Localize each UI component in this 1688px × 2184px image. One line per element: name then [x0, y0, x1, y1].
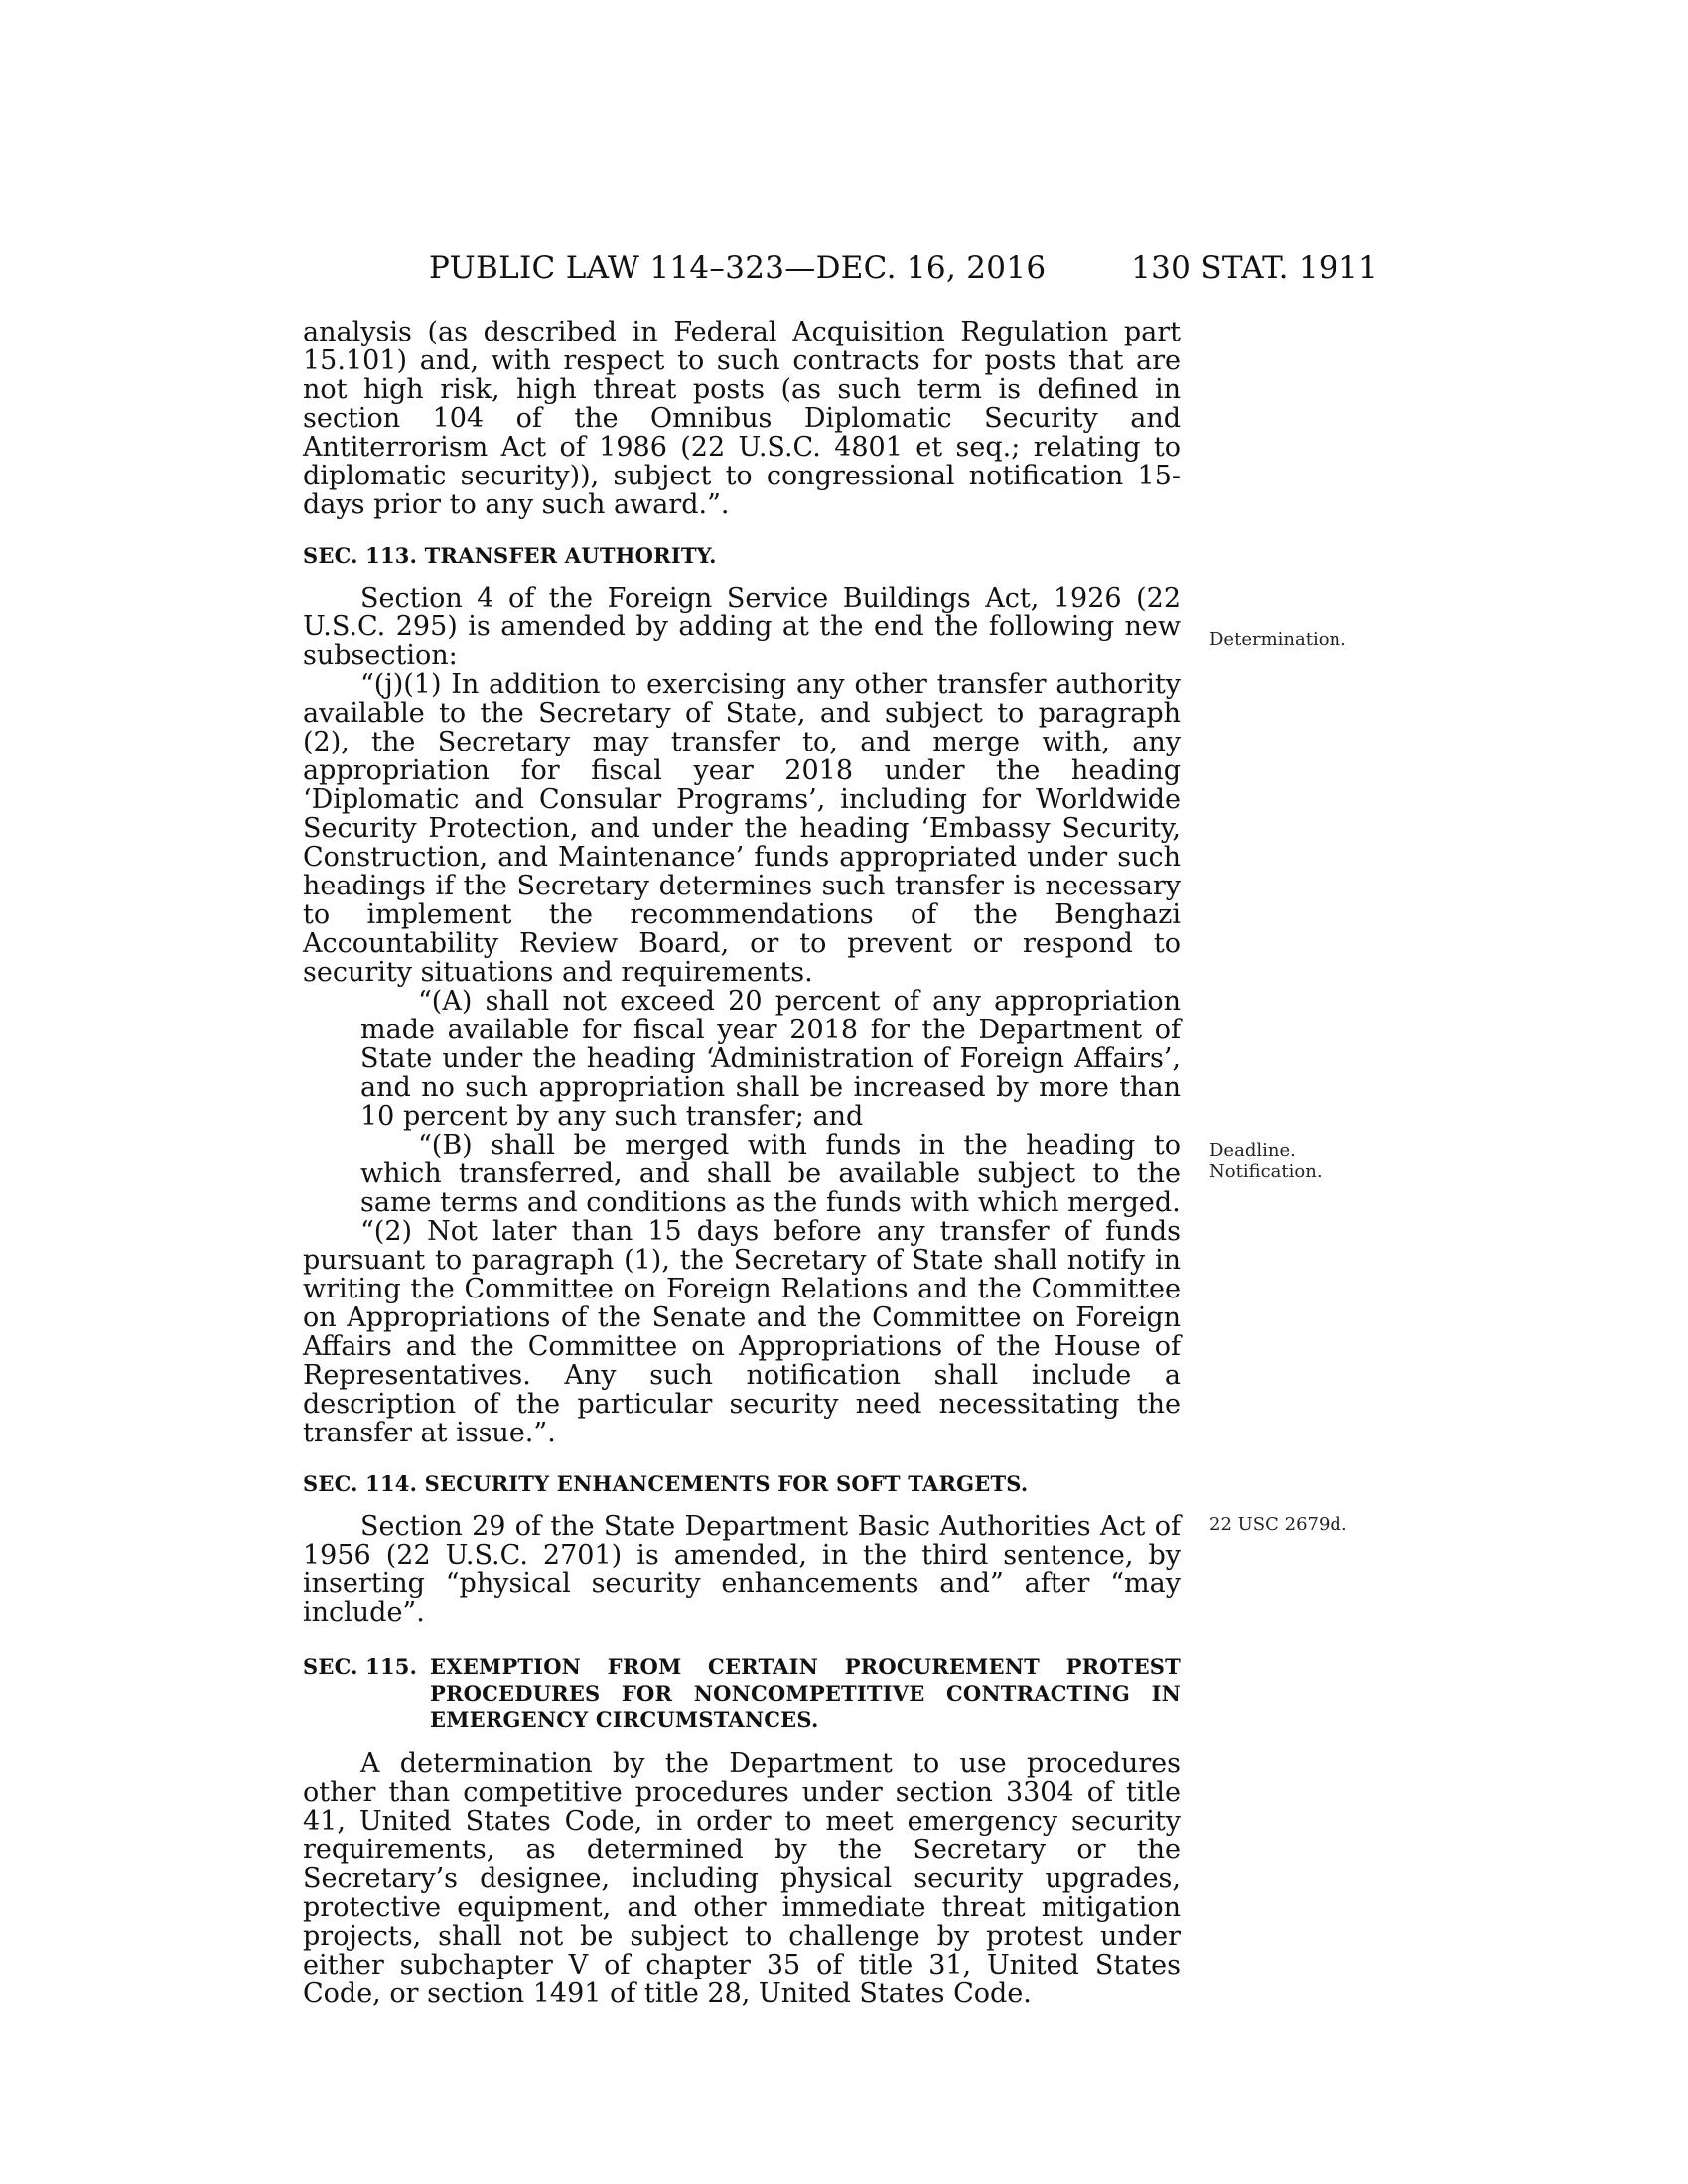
statute-page-reference: 130 STAT. 1911: [1131, 250, 1378, 286]
body-text-column: [303, 318, 1181, 2008]
margin-note-notification: Notification.: [1209, 1161, 1323, 1182]
margin-note-deadline: Deadline.: [1209, 1140, 1296, 1160]
section-113-intro: Section 4 of the Foreign Service Buildings Act, 1926 (22 U.S.C. 295) is amended by adding at the end the following new subsection:: [303, 583, 1181, 671]
section-115-title: EXEMPTION FROM CERTAIN PROCUREMENT PROTEST PROCEDURES FOR NONCOMPETITIVE CONTRACTING IN EMERGENCY CIRCUMSTANCES.: [430, 1654, 1181, 1732]
section-113-subsection-j1: “(j)(1) In addition to exercising any other transfer authority available to the Secretary of State, and subject to paragraph (2), the Secretary may transfer to, and merge with, any appropriation for fiscal year 2018 under the heading ‘Diplomatic and Consular Programs’, including for Worldwide Security Protection, and under the heading ‘Embassy Security, Construction, and Maintenance’ funds appropriated under such headings if the Secretary determines such transfer is necessary to implement the recommendations of the Benghazi Accountability Review Board, or to prevent or respond to security situations and requirements.: [303, 669, 1181, 988]
margin-note-determination: Determination.: [1209, 629, 1346, 650]
section-113-heading: SEC. 113. TRANSFER AUTHORITY.: [303, 543, 717, 568]
section-115-heading: [303, 1653, 1181, 1733]
margin-note-usc-citation: 22 USC 2679d.: [1209, 1514, 1347, 1535]
section-114-text: Section 29 of the State Department Basic Authorities Act of 1956 (22 U.S.C. 2701) is amended, in the third sentence, by inserting “physical security enhancements and” after “may include”.: [303, 1511, 1181, 1628]
section-115-number: SEC. 115.: [303, 1654, 418, 1679]
continuation-paragraph: analysis (as described in Federal Acquisition Regulation part 15.101) and, with respect to such contracts for posts that are not high risk, high threat posts (as such term is defined in section 104 of the Omnibus Diplomatic Security and Antiterrorism Act of 1986 (22 U.S.C. 4801 et seq.; relating to diplomatic security)), subject to congressional notification 15-days prior to any such award.”.: [303, 317, 1181, 520]
section-113-paragraph-2: “(2) Not later than 15 days before any transfer of funds pursuant to paragraph (1), the Secretary of State shall notify in writing the Committee on Foreign Relations and the Committee on Appropriations of the Senate and the Committee on Foreign Affairs and the Committee on Appropriations of the House of Representatives. Any such notification shall include a description of the particular security need necessitating the transfer at issue.”.: [303, 1216, 1181, 1448]
running-head: PUBLIC LAW 114–323—DEC. 16, 2016: [429, 250, 1047, 286]
section-114-heading: SEC. 114. SECURITY ENHANCEMENTS FOR SOFT TARGETS.: [303, 1471, 1029, 1496]
page-header: [298, 250, 1378, 294]
section-113-clause-b: “(B) shall be merged with funds in the heading to which transferred, and shall be available subject to the same terms and conditions as the funds with which merged.: [360, 1130, 1181, 1218]
section-113-clause-a: “(A) shall not exceed 20 percent of any appropriation made available for fiscal year 2018 for the Department of State under the heading ‘Administration of Foreign Affairs’, and no such appropriation shall be increased by more than 10 percent by any such transfer; and: [360, 986, 1181, 1132]
section-115-text: A determination by the Department to use procedures other than competitive procedures under section 3304 of title 41, United States Code, in order to meet emergency security requirements, as determined by the Secretary or the Secretary’s designee, including physical security upgrades, protective equipment, and other immediate threat mitigation projects, shall not be subject to challenge by protest under either subchapter V of chapter 35 of title 31, United States Code, or section 1491 of title 28, United States Code.: [303, 1748, 1181, 2009]
